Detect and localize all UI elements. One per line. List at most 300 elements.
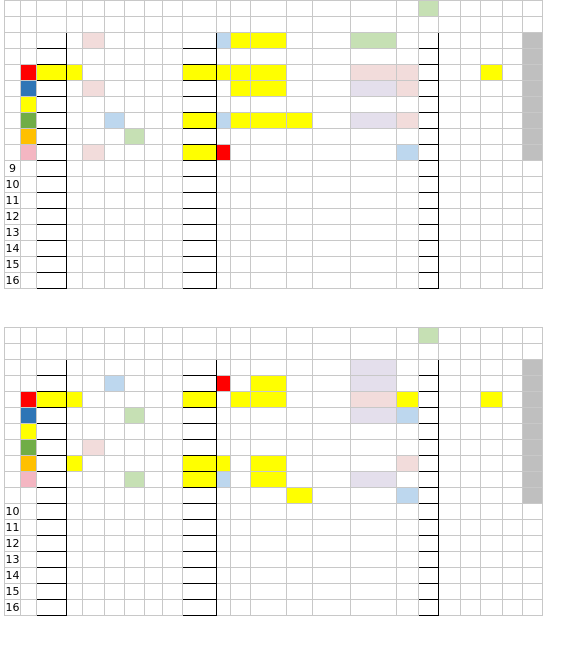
cell-col-14[interactable]: [313, 129, 351, 145]
cell-col-12[interactable]: [251, 65, 287, 81]
cell-col-9[interactable]: [183, 520, 217, 536]
cell-col-20[interactable]: [481, 408, 503, 424]
cell-col-4[interactable]: [83, 129, 105, 145]
cell-col-13[interactable]: [287, 225, 313, 241]
cell-col-12[interactable]: [251, 584, 287, 600]
cell-col-10[interactable]: [217, 376, 231, 392]
cell-col-7[interactable]: [145, 81, 163, 97]
cell-col-10[interactable]: [217, 241, 231, 257]
cell-col-14[interactable]: [313, 456, 351, 472]
cell-col-13[interactable]: [287, 177, 313, 193]
cell-col-22[interactable]: [523, 177, 543, 193]
cell-col-17[interactable]: [419, 552, 439, 568]
cell-col-21[interactable]: [503, 440, 523, 456]
cell-col-7[interactable]: [145, 456, 163, 472]
cell-col-17[interactable]: [419, 472, 439, 488]
cell-col-4[interactable]: [83, 97, 105, 113]
cell-col-6[interactable]: [125, 273, 145, 289]
cell-col-5[interactable]: [105, 209, 125, 225]
cell-col-11[interactable]: [231, 392, 251, 408]
cell-col-12[interactable]: [251, 408, 287, 424]
cell-col-22[interactable]: [523, 65, 543, 81]
cell-col-4[interactable]: [83, 33, 105, 49]
cell-col-1[interactable]: [21, 81, 37, 97]
cell-col-6[interactable]: [125, 472, 145, 488]
cell-col-6[interactable]: [125, 49, 145, 65]
cell-col-20[interactable]: [481, 520, 503, 536]
cell-col-12[interactable]: [251, 440, 287, 456]
cell-col-7[interactable]: [145, 504, 163, 520]
cell-col-20[interactable]: [481, 97, 503, 113]
cell-col-16[interactable]: [397, 97, 419, 113]
cell-col-10[interactable]: [217, 488, 231, 504]
cell-col-15[interactable]: [351, 113, 397, 129]
cell-col-10[interactable]: [217, 209, 231, 225]
cell-col-18[interactable]: [439, 504, 461, 520]
cell-col-22[interactable]: [523, 376, 543, 392]
cell-col-15[interactable]: [351, 225, 397, 241]
cell-col-17[interactable]: [419, 257, 439, 273]
cell-col-7[interactable]: [145, 177, 163, 193]
cell-col-3[interactable]: [67, 241, 83, 257]
cell-col-11[interactable]: [231, 376, 251, 392]
cell-col-12[interactable]: [251, 129, 287, 145]
cell-col-18[interactable]: [439, 177, 461, 193]
cell-col-22[interactable]: [523, 209, 543, 225]
cell-col-2[interactable]: [37, 193, 67, 209]
cell-col-2[interactable]: [37, 536, 67, 552]
cell-col-3[interactable]: [67, 360, 83, 376]
cell-col-1[interactable]: [21, 472, 37, 488]
cell-col-20[interactable]: [481, 584, 503, 600]
cell-col-5[interactable]: [105, 376, 125, 392]
cell-col-12[interactable]: [251, 97, 287, 113]
cell-col-14[interactable]: [313, 97, 351, 113]
cell-col-11[interactable]: [231, 129, 251, 145]
cell-col-8[interactable]: [163, 600, 183, 616]
cell-col-18[interactable]: [439, 568, 461, 584]
cell-col-16[interactable]: [397, 113, 419, 129]
cell-col-22[interactable]: [523, 33, 543, 49]
cell-col-3[interactable]: [67, 65, 83, 81]
cell-col-16[interactable]: [397, 408, 419, 424]
cell-col-12[interactable]: [251, 456, 287, 472]
cell-col-14[interactable]: [313, 360, 351, 376]
cell-col-5[interactable]: [105, 129, 125, 145]
cell-col-15[interactable]: [351, 504, 397, 520]
cell-col-19[interactable]: [461, 456, 481, 472]
cell-col-1[interactable]: [21, 193, 37, 209]
cell-col-11[interactable]: [231, 408, 251, 424]
cell-col-1[interactable]: [21, 504, 37, 520]
cell-col-9[interactable]: [183, 424, 217, 440]
cell-col-19[interactable]: [461, 568, 481, 584]
cell-col-5[interactable]: [105, 408, 125, 424]
cell-col-11[interactable]: [231, 97, 251, 113]
cell-col-19[interactable]: [461, 424, 481, 440]
cell-col-18[interactable]: [439, 193, 461, 209]
cell-col-0[interactable]: [5, 488, 21, 504]
cell-col-22[interactable]: [523, 129, 543, 145]
cell-col-18[interactable]: [439, 241, 461, 257]
cell-col-1[interactable]: [21, 360, 37, 376]
cell-col-17[interactable]: [419, 113, 439, 129]
cell-col-13[interactable]: [287, 456, 313, 472]
cell-col-0[interactable]: [5, 145, 21, 161]
cell-col-0[interactable]: [5, 65, 21, 81]
cell-col-15[interactable]: [351, 440, 397, 456]
cell-col-5[interactable]: [105, 273, 125, 289]
cell-col-7[interactable]: [145, 193, 163, 209]
cell-col-8[interactable]: [163, 536, 183, 552]
cell-col-7[interactable]: [145, 424, 163, 440]
cell-col-13[interactable]: [287, 241, 313, 257]
cell-col-20[interactable]: [481, 456, 503, 472]
cell-col-12[interactable]: [251, 257, 287, 273]
cell-col-18[interactable]: [439, 161, 461, 177]
cell-col-2[interactable]: [37, 472, 67, 488]
cell-col-15[interactable]: [351, 472, 397, 488]
cell-col-1[interactable]: [21, 273, 37, 289]
cell-col-12[interactable]: [251, 209, 287, 225]
cell-col-19[interactable]: [461, 408, 481, 424]
cell-col-21[interactable]: [503, 536, 523, 552]
cell-col-9[interactable]: [183, 376, 217, 392]
cell-col-6[interactable]: [125, 424, 145, 440]
cell-col-4[interactable]: [83, 145, 105, 161]
cell-col-10[interactable]: [217, 472, 231, 488]
cell-col-11[interactable]: [231, 360, 251, 376]
cell-col-22[interactable]: [523, 552, 543, 568]
cell-col-11[interactable]: [231, 552, 251, 568]
cell-col-3[interactable]: [67, 81, 83, 97]
cell-col-10[interactable]: [217, 568, 231, 584]
cell-col-21[interactable]: [503, 209, 523, 225]
cell-col-5[interactable]: [105, 360, 125, 376]
cell-col-19[interactable]: [461, 504, 481, 520]
cell-col-18[interactable]: [439, 225, 461, 241]
cell-col-8[interactable]: [163, 209, 183, 225]
cell-col-5[interactable]: [105, 472, 125, 488]
cell-col-17[interactable]: [419, 520, 439, 536]
cell-col-6[interactable]: [125, 536, 145, 552]
cell-col-19[interactable]: [461, 392, 481, 408]
cell-col-15[interactable]: [351, 360, 397, 376]
cell-col-5[interactable]: [105, 113, 125, 129]
cell-col-0[interactable]: 12: [5, 210, 20, 223]
cell-col-15[interactable]: [351, 520, 397, 536]
cell-col-0[interactable]: 13: [5, 226, 20, 239]
cell-col-13[interactable]: [287, 536, 313, 552]
cell-col-21[interactable]: [503, 273, 523, 289]
cell-col-13[interactable]: [287, 520, 313, 536]
cell-col-6[interactable]: [125, 193, 145, 209]
cell-col-4[interactable]: [83, 225, 105, 241]
cell-col-10[interactable]: [217, 193, 231, 209]
cell-col-2[interactable]: [37, 225, 67, 241]
cell-col-10[interactable]: [217, 360, 231, 376]
cell-col-7[interactable]: [145, 161, 163, 177]
cell-col-15[interactable]: [351, 536, 397, 552]
cell-col-3[interactable]: [67, 472, 83, 488]
cell-col-15[interactable]: [351, 408, 397, 424]
cell-col-6[interactable]: [125, 257, 145, 273]
cell-col-1[interactable]: [21, 177, 37, 193]
cell-col-15[interactable]: [351, 424, 397, 440]
cell-col-3[interactable]: [67, 504, 83, 520]
cell-col-12[interactable]: [251, 33, 287, 49]
cell-col-21[interactable]: [503, 97, 523, 113]
cell-col-7[interactable]: [145, 360, 163, 376]
cell-col-2[interactable]: [37, 177, 67, 193]
cell-col-12[interactable]: [251, 241, 287, 257]
cell-col-18[interactable]: [439, 600, 461, 616]
cell-col-7[interactable]: [145, 536, 163, 552]
cell-col-11[interactable]: [231, 193, 251, 209]
cell-col-0[interactable]: [5, 113, 21, 129]
cell-col-16[interactable]: [397, 424, 419, 440]
cell-col-13[interactable]: [287, 376, 313, 392]
cell-col-20[interactable]: [481, 193, 503, 209]
cell-col-8[interactable]: [163, 129, 183, 145]
cell-col-5[interactable]: [105, 81, 125, 97]
cell-col-4[interactable]: [83, 273, 105, 289]
cell-col-16[interactable]: [397, 177, 419, 193]
cell-col-0[interactable]: [5, 97, 21, 113]
cell-col-2[interactable]: [37, 520, 67, 536]
cell-col-9[interactable]: [183, 65, 217, 81]
cell-col-19[interactable]: [461, 81, 481, 97]
cell-col-18[interactable]: [439, 273, 461, 289]
cell-col-8[interactable]: [163, 568, 183, 584]
cell-col-1[interactable]: [21, 456, 37, 472]
cell-col-15[interactable]: [351, 456, 397, 472]
cell-col-21[interactable]: [503, 193, 523, 209]
cell-col-14[interactable]: [313, 424, 351, 440]
cell-col-22[interactable]: [523, 241, 543, 257]
cell-col-16[interactable]: [397, 488, 419, 504]
cell-col-14[interactable]: [313, 600, 351, 616]
cell-col-21[interactable]: [503, 424, 523, 440]
cell-col-14[interactable]: [313, 177, 351, 193]
cell-col-22[interactable]: [523, 472, 543, 488]
cell-col-3[interactable]: [67, 97, 83, 113]
cell-col-11[interactable]: [231, 257, 251, 273]
cell-col-14[interactable]: [313, 65, 351, 81]
cell-col-14[interactable]: [313, 488, 351, 504]
cell-col-13[interactable]: [287, 193, 313, 209]
cell-col-19[interactable]: [461, 193, 481, 209]
cell-col-17[interactable]: [419, 536, 439, 552]
cell-col-5[interactable]: [105, 257, 125, 273]
cell-col-4[interactable]: [83, 440, 105, 456]
cell-col-16[interactable]: [397, 33, 419, 49]
cell-col-17[interactable]: [419, 97, 439, 113]
cell-col-7[interactable]: [145, 440, 163, 456]
cell-col-17[interactable]: [419, 504, 439, 520]
cell-col-13[interactable]: [287, 145, 313, 161]
cell-col-20[interactable]: [481, 65, 503, 81]
cell-col-21[interactable]: [503, 568, 523, 584]
cell-col-3[interactable]: [67, 273, 83, 289]
cell-col-6[interactable]: [125, 81, 145, 97]
cell-col-15[interactable]: [351, 81, 397, 97]
cell-col-19[interactable]: [461, 49, 481, 65]
cell-col-2[interactable]: [37, 113, 67, 129]
cell-col-22[interactable]: [523, 424, 543, 440]
cell-col-21[interactable]: [503, 81, 523, 97]
cell-col-3[interactable]: [67, 552, 83, 568]
cell-col-19[interactable]: [461, 113, 481, 129]
cell-col-14[interactable]: [313, 273, 351, 289]
cell-col-1[interactable]: [21, 440, 37, 456]
cell-col-9[interactable]: [183, 440, 217, 456]
cell-col-3[interactable]: [67, 209, 83, 225]
cell-col-20[interactable]: [481, 600, 503, 616]
cell-col-2[interactable]: [37, 161, 67, 177]
cell-col-8[interactable]: [163, 257, 183, 273]
cell-col-4[interactable]: [83, 177, 105, 193]
cell-col-0[interactable]: 14: [5, 242, 20, 255]
cell-col-16[interactable]: [397, 49, 419, 65]
cell-col-10[interactable]: [217, 536, 231, 552]
cell-col-16[interactable]: [397, 193, 419, 209]
cell-col-4[interactable]: [83, 161, 105, 177]
cell-col-4[interactable]: [83, 552, 105, 568]
cell-col-22[interactable]: [523, 161, 543, 177]
cell-col-9[interactable]: [183, 568, 217, 584]
cell-col-20[interactable]: [481, 33, 503, 49]
cell-col-11[interactable]: [231, 504, 251, 520]
cell-col-16[interactable]: [397, 81, 419, 97]
cell-col-4[interactable]: [83, 360, 105, 376]
cell-col-11[interactable]: [231, 488, 251, 504]
cell-col-12[interactable]: [251, 504, 287, 520]
cell-col-1[interactable]: [21, 376, 37, 392]
cell-col-8[interactable]: [163, 113, 183, 129]
cell-col-9[interactable]: [183, 504, 217, 520]
cell-col-10[interactable]: [217, 424, 231, 440]
cell-col-22[interactable]: [523, 360, 543, 376]
cell-col-6[interactable]: [125, 225, 145, 241]
cell-col-5[interactable]: [105, 568, 125, 584]
cell-col-1[interactable]: [21, 257, 37, 273]
cell-col-2[interactable]: [37, 145, 67, 161]
cell-col-18[interactable]: [439, 129, 461, 145]
cell-col-6[interactable]: [125, 65, 145, 81]
cell-col-3[interactable]: [67, 376, 83, 392]
cell-col-7[interactable]: [145, 145, 163, 161]
cell-col-18[interactable]: [439, 424, 461, 440]
cell-col-19[interactable]: [461, 241, 481, 257]
cell-col-5[interactable]: [105, 520, 125, 536]
cell-col-21[interactable]: [503, 113, 523, 129]
cell-col-0[interactable]: 16: [5, 274, 20, 287]
cell-col-9[interactable]: [183, 600, 217, 616]
cell-col-22[interactable]: [523, 392, 543, 408]
cell-col-13[interactable]: [287, 113, 313, 129]
cell-col-4[interactable]: [83, 81, 105, 97]
cell-col-17[interactable]: [419, 225, 439, 241]
cell-col-20[interactable]: [481, 49, 503, 65]
cell-col-20[interactable]: [481, 161, 503, 177]
cell-col-8[interactable]: [163, 552, 183, 568]
cell-col-20[interactable]: [481, 536, 503, 552]
cell-col-8[interactable]: [163, 193, 183, 209]
cell-col-6[interactable]: [125, 568, 145, 584]
cell-col-1[interactable]: [21, 568, 37, 584]
cell-col-13[interactable]: [287, 472, 313, 488]
cell-col-16[interactable]: [397, 568, 419, 584]
cell-col-3[interactable]: [67, 488, 83, 504]
cell-col-6[interactable]: [125, 488, 145, 504]
cell-col-0[interactable]: [5, 81, 21, 97]
cell-col-12[interactable]: [251, 81, 287, 97]
cell-col-15[interactable]: [351, 49, 397, 65]
cell-col-18[interactable]: [439, 209, 461, 225]
cell-col-7[interactable]: [145, 225, 163, 241]
cell-col-21[interactable]: [503, 504, 523, 520]
cell-col-7[interactable]: [145, 33, 163, 49]
cell-col-14[interactable]: [313, 241, 351, 257]
cell-col-6[interactable]: [125, 440, 145, 456]
cell-col-17[interactable]: [419, 49, 439, 65]
cell-col-14[interactable]: [313, 81, 351, 97]
cell-col-13[interactable]: [287, 273, 313, 289]
cell-col-9[interactable]: [183, 257, 217, 273]
cell-col-12[interactable]: [251, 49, 287, 65]
cell-col-0[interactable]: [5, 392, 21, 408]
cell-col-6[interactable]: [125, 504, 145, 520]
cell-col-6[interactable]: [125, 600, 145, 616]
cell-col-15[interactable]: [351, 273, 397, 289]
cell-col-13[interactable]: [287, 360, 313, 376]
cell-col-21[interactable]: [503, 49, 523, 65]
cell-col-16[interactable]: [397, 273, 419, 289]
cell-col-11[interactable]: [231, 209, 251, 225]
cell-col-4[interactable]: [83, 65, 105, 81]
cell-col-11[interactable]: [231, 440, 251, 456]
cell-col-4[interactable]: [83, 504, 105, 520]
cell-col-7[interactable]: [145, 65, 163, 81]
cell-col-13[interactable]: [287, 440, 313, 456]
cell-col-0[interactable]: 13: [5, 553, 20, 566]
cell-col-5[interactable]: [105, 552, 125, 568]
cell-col-16[interactable]: [397, 225, 419, 241]
cell-col-10[interactable]: [217, 600, 231, 616]
cell-col-7[interactable]: [145, 488, 163, 504]
cell-col-18[interactable]: [439, 49, 461, 65]
cell-col-18[interactable]: [439, 488, 461, 504]
cell-col-9[interactable]: [183, 145, 217, 161]
cell-col-9[interactable]: [183, 488, 217, 504]
cell-col-12[interactable]: [251, 145, 287, 161]
cell-col-2[interactable]: [37, 392, 67, 408]
cell-col-1[interactable]: [21, 600, 37, 616]
cell-col-15[interactable]: [351, 97, 397, 113]
cell-col-10[interactable]: [217, 145, 231, 161]
cell-col-22[interactable]: [523, 488, 543, 504]
cell-col-21[interactable]: [503, 408, 523, 424]
cell-col-6[interactable]: [125, 33, 145, 49]
cell-col-18[interactable]: [439, 408, 461, 424]
cell-col-3[interactable]: [67, 584, 83, 600]
cell-col-7[interactable]: [145, 600, 163, 616]
cell-col-5[interactable]: [105, 177, 125, 193]
cell-col-22[interactable]: [523, 193, 543, 209]
cell-col-14[interactable]: [313, 209, 351, 225]
cell-col-3[interactable]: [67, 568, 83, 584]
